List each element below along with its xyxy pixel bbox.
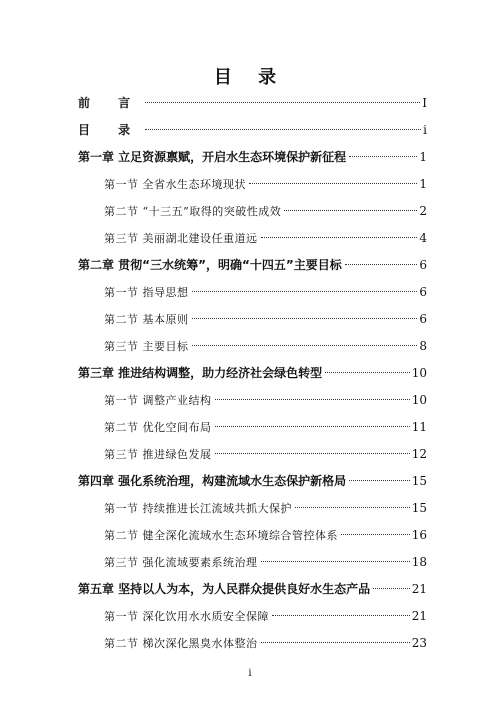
toc-entry-page: 1 bbox=[419, 177, 427, 191]
dot-leader bbox=[192, 291, 418, 292]
dot-leader bbox=[325, 372, 410, 373]
toc-entry-chapter[interactable] bbox=[78, 576, 427, 603]
dot-leader bbox=[249, 183, 417, 184]
toc-entry-label: 第三节 美丽湖北建设任重道远 bbox=[104, 232, 258, 245]
toc-entry-front[interactable] bbox=[78, 90, 427, 117]
toc-entry-section[interactable] bbox=[78, 414, 427, 441]
toc-entry-label: 第二节 基本原则 bbox=[104, 313, 189, 326]
toc-entry-page: I bbox=[422, 96, 427, 110]
toc-entry-page: 16 bbox=[411, 528, 427, 542]
toc-entry-page: 23 bbox=[411, 636, 427, 650]
toc-entry-chapter[interactable] bbox=[78, 252, 427, 279]
toc-entry-page: 12 bbox=[411, 447, 427, 461]
toc-entry-page: 15 bbox=[411, 474, 427, 488]
toc-entry-label: 第三节 主要目标 bbox=[104, 340, 189, 353]
dot-leader bbox=[261, 237, 418, 238]
dot-leader bbox=[272, 615, 410, 616]
toc-entry-label: 第一节 持续推进长江流域共抓大保护 bbox=[104, 502, 292, 515]
toc-entry-page: 15 bbox=[411, 501, 427, 515]
toc-entry-page: 21 bbox=[411, 609, 427, 623]
dot-leader bbox=[215, 453, 410, 454]
dot-leader bbox=[284, 210, 417, 211]
toc-entry-section[interactable] bbox=[78, 198, 427, 225]
toc-entry-section[interactable] bbox=[78, 630, 427, 657]
toc-entry-section[interactable] bbox=[78, 333, 427, 360]
toc-entry-label: 第二节 优化空间布局 bbox=[104, 421, 212, 434]
toc-entry-page: 4 bbox=[419, 231, 427, 245]
toc-entry-label: 前 言 bbox=[78, 96, 143, 110]
toc-entry-page: 6 bbox=[419, 285, 427, 299]
toc-entry-label: 第二节 “十三五”取得的突破性成效 bbox=[104, 205, 282, 218]
dot-leader bbox=[145, 129, 421, 130]
toc-entry-page: 10 bbox=[411, 366, 427, 380]
toc-entry-label: 第二章 贯彻“三水统筹”，明确“十四五”主要目标 bbox=[78, 258, 342, 272]
toc-entry-label: 第一节 全省水生态环境现状 bbox=[104, 178, 246, 191]
toc-entry-page: 11 bbox=[411, 420, 427, 434]
toc-entry-section[interactable] bbox=[78, 225, 427, 252]
dot-leader bbox=[215, 426, 410, 427]
toc-entry-front[interactable] bbox=[78, 117, 427, 144]
toc-entry-label: 第一节 指导思想 bbox=[104, 286, 189, 299]
toc-entry-label: 第三章 推进结构调整，助力经济社会绿色转型 bbox=[78, 366, 323, 380]
toc-entry-page: 10 bbox=[411, 393, 427, 407]
toc-entry-page: 21 bbox=[411, 582, 427, 596]
toc-entry-section[interactable] bbox=[78, 387, 427, 414]
toc-entry-chapter[interactable] bbox=[78, 360, 427, 387]
toc-entry-page: 2 bbox=[419, 204, 427, 218]
toc-entry-section[interactable] bbox=[78, 603, 427, 630]
toc-entry-page: 18 bbox=[411, 555, 427, 569]
dot-leader bbox=[192, 318, 418, 319]
toc-entry-label: 目 录 bbox=[78, 123, 143, 137]
toc-entry-page: i bbox=[423, 123, 427, 137]
toc-entry-section[interactable] bbox=[78, 441, 427, 468]
toc-entry-label: 第三节 强化流域要素系统治理 bbox=[104, 556, 258, 569]
dot-leader bbox=[341, 534, 410, 535]
dot-leader bbox=[215, 399, 410, 400]
dot-leader bbox=[349, 480, 410, 481]
dot-leader bbox=[145, 102, 420, 103]
toc-entry-label: 第五章 坚持以人为本，为人民群众提供良好水生态产品 bbox=[78, 582, 371, 596]
toc-entry-label: 第一节 深化饮用水水质安全保障 bbox=[104, 610, 269, 623]
toc-entry-page: 6 bbox=[419, 312, 427, 326]
toc-entry-section[interactable] bbox=[78, 549, 427, 576]
dot-leader bbox=[192, 345, 418, 346]
toc-entry-page: 1 bbox=[419, 150, 427, 164]
toc-entry-label: 第一节 调整产业结构 bbox=[104, 394, 212, 407]
toc-entry-label: 第二节 梯次深化黑臭水体整治 bbox=[104, 637, 258, 650]
toc-entry-label: 第三节 推进绿色发展 bbox=[104, 448, 212, 461]
dot-leader bbox=[295, 507, 410, 508]
dot-leader bbox=[261, 642, 410, 643]
toc-entry-label: 第一章 立足资源禀赋，开启水生态环境保护新征程 bbox=[78, 150, 347, 164]
dot-leader bbox=[349, 156, 417, 157]
dot-leader bbox=[373, 588, 410, 589]
page-title: 目 录 bbox=[213, 67, 287, 88]
toc-entry-label: 第二节 健全深化流域水生态环境综合管控体系 bbox=[104, 529, 338, 542]
toc-entry-section[interactable] bbox=[78, 171, 427, 198]
toc-entry-section[interactable] bbox=[78, 279, 427, 306]
toc-entry-section[interactable] bbox=[78, 306, 427, 333]
toc-entry-label: 第四章 强化系统治理，构建流域水生态保护新格局 bbox=[78, 474, 347, 488]
table-of-contents bbox=[78, 90, 427, 657]
toc-entry-section[interactable] bbox=[78, 522, 427, 549]
dot-leader bbox=[261, 561, 410, 562]
dot-leader bbox=[345, 264, 418, 265]
toc-entry-chapter[interactable] bbox=[78, 144, 427, 171]
toc-entry-page: 8 bbox=[419, 339, 427, 353]
toc-entry-page: 6 bbox=[419, 258, 427, 272]
page-number: i bbox=[248, 668, 252, 679]
toc-entry-section[interactable] bbox=[78, 495, 427, 522]
toc-entry-chapter[interactable] bbox=[78, 468, 427, 495]
